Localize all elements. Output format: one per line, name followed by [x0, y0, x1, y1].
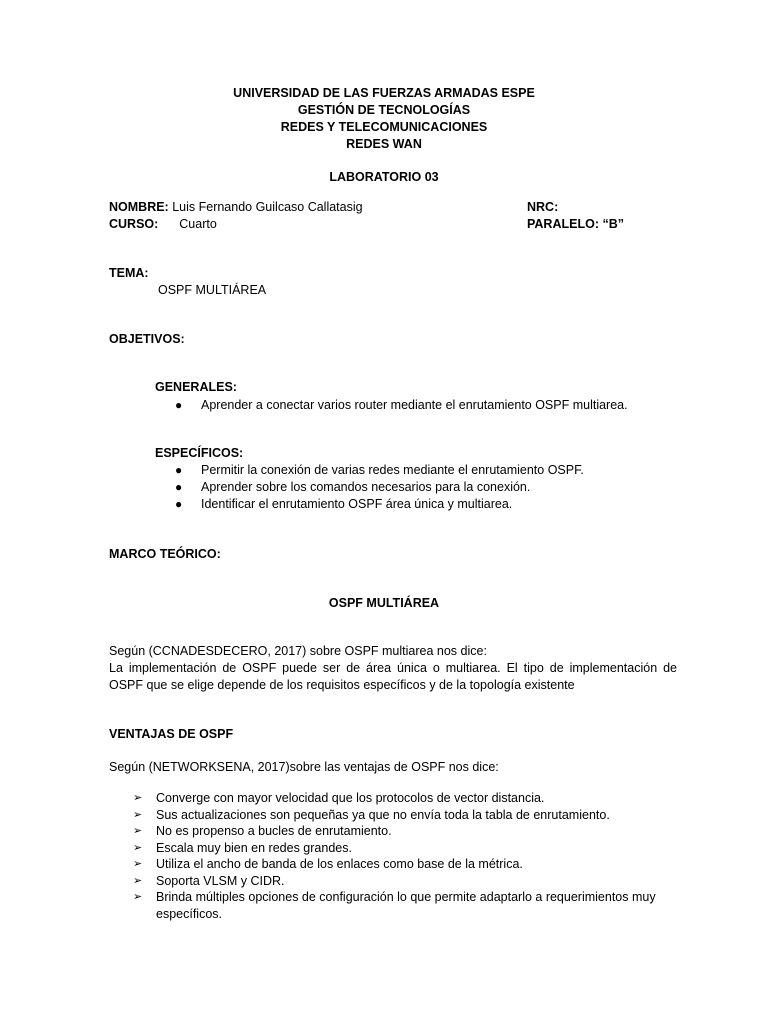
document-page: UNIVERSIDAD DE LAS FUERZAS ARMADAS ESPE GESTIÓN DE TECNOLOGÍAS REDES Y TELECOMUNICACIONES REDES WAN LABORATORIO 03 NOMBRE: Luis Fernando Guilcaso Callatasig NRC: CURSO: Cuarto PARALELO: “B” TEMA: OSPF MULTIÁREA OBJETIVOS: GENERALES: ● Aprender a conectar varios router mediante el enrutamiento OSPF multiarea. ESPECÍFICOS: ● Permitir la conexión de varias redes mediante el enrutamiento OSPF. ● Aprender sobre los comandos necesarios para la conexión. ● Identificar el enrutamiento OSPF área única y multiarea. MARCO TEÓRICO: OSPF MULTIÁREA Según (CCNADESDECERO, 2017) sobre OSPF multiarea nos dice: La implementación de OSPF puede ser de área única o multiarea. El tipo de implementación de OSPF que se elige depende de los requisitos específicos y de la topología existente VENTAJAS DE OSPF Según (NETWORKSENA, 2017)sobre las ventajas de OSPF nos dice: ➢ Converge con mayor velocidad que los protocolos de vector distancia. ➢ Sus actualizaciones son pequeñas ya que no envía toda la tabla de enrutamiento. ➢ No es propenso a bucles de enrutamiento. ➢ Escala muy bien en redes grandes. ➢ Utiliza el ancho de banda de los enlaces como base de la métrica. ➢ Soporta VLSM y CIDR. ➢ Brinda múltiples opciones de configuración lo que permite adaptarlo a requerimientos muy específicos.: [0, 0, 768, 1024]
list-item: ➢ Brinda múltiples opciones de configuración lo que permite adaptarlo a requerimientos muy específicos.: [133, 890, 656, 921]
paragraph-1: La implementación de OSPF puede ser de área única o multiarea. El tipo de implementación de OSPF que se elige depende de los requisitos específicos y de la topología existente: [109, 661, 677, 692]
university-name: UNIVERSIDAD DE LAS FUERZAS ARMADAS ESPE: [233, 86, 535, 100]
bullet-dot-icon: ●: [175, 497, 183, 511]
citation-2: Según (NETWORKSENA, 2017)sobre las ventajas de OSPF nos dice:: [109, 760, 499, 774]
paralelo-label: PARALELO:: [527, 217, 599, 231]
arrow-bullet-icon: ➢: [133, 841, 143, 854]
department-name: GESTIÓN DE TECNOLOGÍAS: [297, 103, 471, 117]
especificos-label: ESPECÍFICOS:: [155, 446, 244, 460]
list-item: ➢ Soporta VLSM y CIDR.: [133, 873, 285, 888]
list-item: ➢ Converge con mayor velocidad que los protocolos de vector distancia.: [133, 791, 545, 805]
nombre-label: NOMBRE:: [109, 200, 169, 214]
curso-row: [109, 216, 217, 233]
ventajas-list: [133, 790, 693, 922]
arrow-bullet-icon: ➢: [133, 891, 143, 903]
generales-label: GENERALES:: [155, 380, 237, 394]
tema-value: OSPF MULTIÁREA: [158, 283, 267, 297]
ventajas-label: VENTAJAS DE OSPF: [109, 727, 234, 741]
arrow-bullet-icon: ➢: [133, 874, 143, 887]
list-item: ➢ No es propenso a bucles de enrutamiento.: [133, 824, 392, 838]
curso-label: CURSO:: [109, 217, 159, 231]
citation-1: Según (CCNADESDECERO, 2017) sobre OSPF multiarea nos dice:: [109, 644, 487, 658]
nombre-row: [109, 199, 363, 216]
course-name: REDES WAN: [346, 137, 422, 151]
bullet-dot-icon: ●: [175, 398, 183, 412]
document-header: [0, 85, 768, 186]
paralelo-row: [527, 216, 624, 233]
lab-title: LABORATORIO 03: [329, 170, 439, 184]
arrow-bullet-icon: ➢: [133, 858, 143, 870]
list-item: ➢ Utiliza el ancho de banda de los enlaces como base de la métrica.: [133, 857, 523, 871]
list-item: ➢ Escala muy bien en redes grandes.: [133, 840, 352, 855]
paralelo-value: “B”: [602, 217, 625, 231]
arrow-bullet-icon: ➢: [133, 808, 143, 821]
nrc-label: NRC:: [527, 200, 559, 214]
arrow-bullet-icon: ➢: [133, 825, 143, 837]
tema-label: TEMA:: [109, 266, 149, 280]
bullet-dot-icon: ●: [175, 463, 183, 477]
bullet-dot-icon: ●: [175, 480, 183, 494]
list-item: ➢ Sus actualizaciones son pequeñas ya que no envía toda la tabla de enrutamiento.: [133, 807, 610, 822]
arrow-bullet-icon: ➢: [133, 792, 143, 804]
curso-value: Cuarto: [179, 217, 217, 231]
career-name: REDES Y TELECOMUNICACIONES: [280, 120, 488, 134]
marco-label: MARCO TEÓRICO:: [109, 547, 221, 561]
objetivos-label: OBJETIVOS:: [109, 332, 185, 346]
nombre-value: Luis Fernando Guilcaso Callatasig: [172, 200, 363, 214]
section-title: OSPF MULTIÁREA: [328, 596, 440, 610]
